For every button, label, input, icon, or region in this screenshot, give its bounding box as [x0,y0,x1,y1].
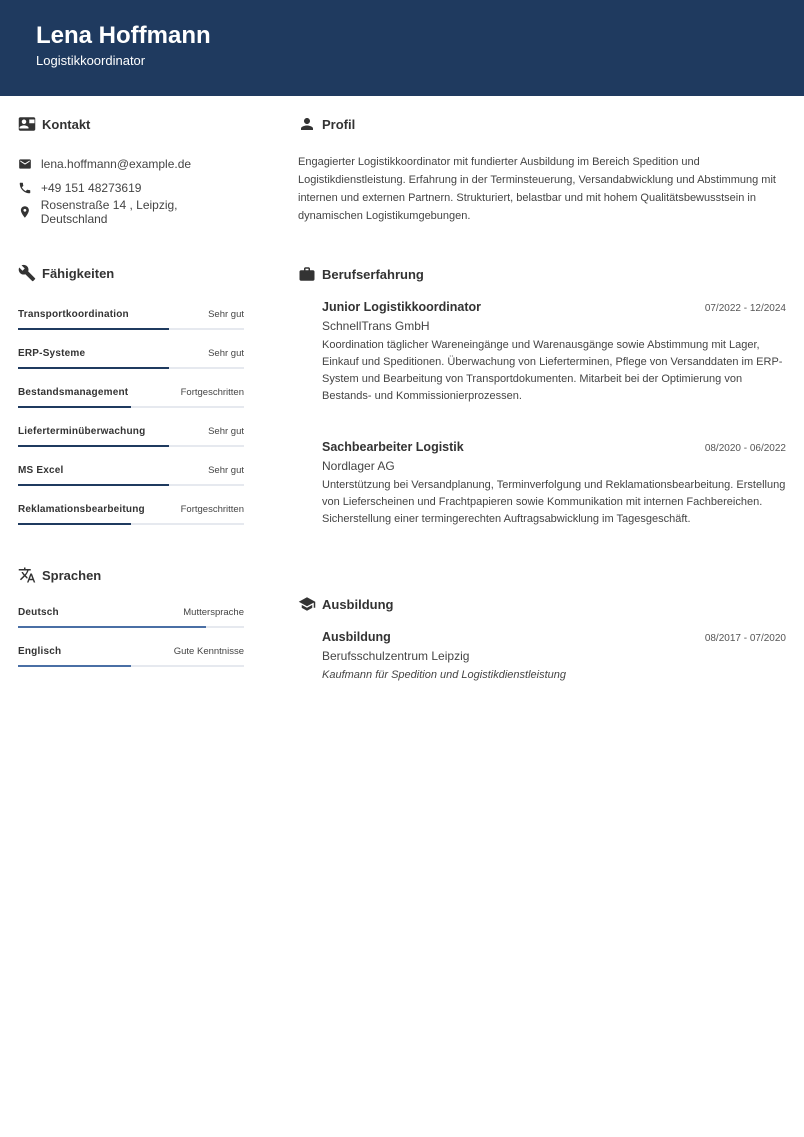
skill-level: Sehr gut [208,426,244,437]
level-bar [18,665,244,667]
level-bar-fill [18,367,169,369]
education-dates: 08/2017 - 07/2020 [704,633,786,644]
wrench-icon [18,264,36,282]
skill-item [18,492,244,531]
skill-name: Lieferterminüberwachung [18,426,146,437]
skill-name: MS Excel [18,465,64,476]
level-bar [18,328,244,330]
education-heading [298,594,786,614]
skill-level: Fortgeschritten [180,387,244,398]
level-bar-fill [18,406,131,408]
experience-heading [298,264,786,284]
level-bar [18,626,244,628]
skill-name: Englisch [18,646,62,657]
contact-heading [18,114,244,134]
skill-name: ERP-Systeme [18,348,86,359]
header [0,0,804,96]
level-bar-fill [18,523,131,525]
section-title: Sprachen [42,567,102,583]
skill-name: Deutsch [18,607,59,618]
job-entry [298,300,786,405]
skill-item [18,453,244,492]
contact-phone [18,176,244,200]
company-name: SchnellTrans GmbH [322,319,430,333]
level-bar-fill [18,665,131,667]
contact-address [18,200,244,224]
skills-heading [18,263,244,283]
company-name: Nordlager AG [322,459,395,473]
level-bar [18,523,244,525]
skill-item [18,375,244,414]
job-description: Koordination täglicher Wareneingänge und Warenausgänge sowie Abstimmung mit Lager, Einkauf und Speditionen. Überwachung von Lieferterminen, Pflege von Versanddaten im ERP-System und Bearbeitung von Transportdokumenten. Mitarbeit bei der Optimierung von Bestands- und Kommissionierprozessen. [322,339,783,402]
skill-name: Reklamationsbearbeitung [18,504,145,515]
job-dates: 08/2020 - 06/2022 [704,443,786,454]
section-title: Berufserfahrung [322,266,424,282]
level-bar [18,406,244,408]
graduation-cap-icon [298,595,316,613]
skill-level: Sehr gut [208,348,244,359]
candidate-title: Logistikkoordinator [36,53,146,68]
phone-icon [18,181,32,195]
contact-email [18,152,244,176]
job-title: Sachbearbeiter Logistik [322,440,464,454]
briefcase-icon [298,265,316,283]
level-bar [18,445,244,447]
skill-item [18,414,244,453]
skill-level: Sehr gut [208,309,244,320]
skills-list [18,297,244,531]
level-bar [18,367,244,369]
education-list [298,630,786,684]
section-title: Ausbildung [322,596,394,612]
candidate-name: Lena Hoffmann [36,22,211,49]
languages-list [18,595,244,673]
education-entry [298,630,786,684]
skill-item [18,634,244,673]
profile-text: Engagierter Logistikkoordinator mit fundierter Ausbildung im Bereich Spedition und Logistikdienstleistung. Erfahrung in der Terminsteuerung, Versandabwicklung und Abstimmung mit internen und externen Partnern. Strukturiert, belastbar und mit hohem Qualitätsbewusstsein in dynamischen Logistikumgebungen. [298,156,776,222]
skill-item [18,595,244,634]
mail-icon [18,157,32,171]
degree: Kaufmann für Spedition und Logistikdienstleistung [322,669,566,681]
email-text[interactable]: lena.hoffmann@example.de [41,157,192,171]
person-icon [298,115,316,133]
job-description: Unterstützung bei Versandplanung, Terminverfolgung und Reklamationsbearbeitung. Erstellung von Lieferscheinen und Frachtpapieren sowie Kommunikation mit internen Fachbereichen. Sicherstellung einer termingerechten Auftragsabwicklung im Tagesgeschäft. [322,479,786,525]
level-bar-fill [18,328,169,330]
translate-icon [18,566,36,584]
section-title: Profil [322,116,356,132]
left-column [18,114,244,673]
jobs-list [298,300,786,528]
skill-name: Transportkoordination [18,309,129,320]
job-title: Junior Logistikkoordinator [322,300,482,314]
skill-level: Gute Kenntnisse [173,646,244,657]
education-title: Ausbildung [322,630,391,644]
school-name: Berufsschulzentrum Leipzig [322,649,470,663]
languages-heading [18,565,244,585]
skill-level: Muttersprache [183,607,244,618]
level-bar-fill [18,445,169,447]
section-title: Fähigkeiten [42,265,115,281]
skill-name: Bestandsmanagement [18,387,129,398]
right-column [298,114,786,684]
skill-item [18,336,244,375]
skill-level: Fortgeschritten [180,504,244,515]
address-text: Rosenstraße 14 , Leipzig, Deutschland [40,198,178,226]
level-bar [18,484,244,486]
job-entry [298,440,786,528]
level-bar-fill [18,626,206,628]
contact-card-icon [18,115,36,133]
job-dates: 07/2022 - 12/2024 [704,303,786,314]
level-bar-fill [18,484,169,486]
skill-item [18,297,244,336]
phone-text: +49 151 48273619 [41,181,142,195]
skill-level: Sehr gut [208,465,244,476]
location-pin-icon [18,205,32,219]
profile-heading [298,114,786,134]
section-title: Kontakt [42,116,91,132]
